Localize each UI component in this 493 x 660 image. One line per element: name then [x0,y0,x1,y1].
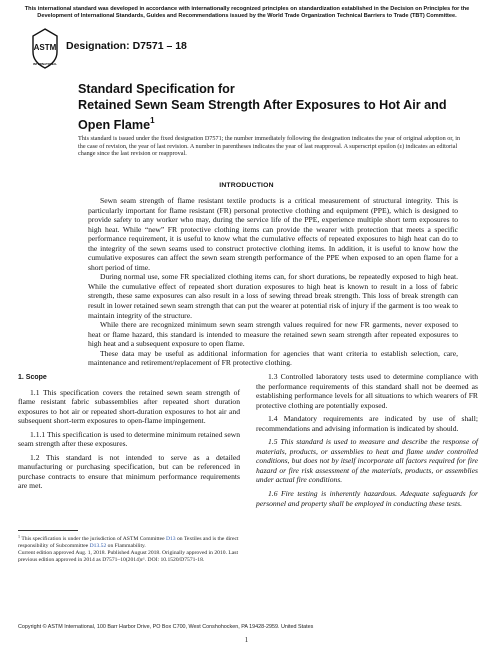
footnote-edition: Current edition approved Aug. 1, 2018. Published August 2018. Originally approved in 2010. Last previous edition approved in 2014 as D7571–10(2014)ε¹. DOI: 10.1520/D7571-18. [18,549,238,563]
title-footnote-mark: 1 [150,116,155,125]
intro-paragraph: Sewn seam strength of flame resistant textile products is a critical measurement of structural integrity. This is particularly important for flame resistant (FR) personal protective clothing and equipment (PPE), which is designed to provide safety to any worker who may, during the service life of the PPE, experience multiple short term exposures to high heat. While “new” FR protective clothing items can provide the wearer with protection that meets a specific performance requirement, it is useful to know what the cumulative effects of repeated exposures to high heat can do to the integrity of the sewn seams used to construct protective clothing items. In addition, it is useful to know how the cumulative exposures can affect the sewn seam strength performance of the PPE when exposed to an open flame for a short period of time. [88,196,458,272]
footnote [18,534,240,564]
scope-paragraph: 1.1 This specification covers the retained sewn seam strength of flame resistant fabric subassemblies after repeated short duration exposures to hot air or repeated short-duration exposures to hot air and subsequent short-term exposures to open-flame impingement. [18,387,240,426]
committee-link[interactable]: D13 [165,536,176,542]
scope-paragraph: 1.2 This standard is not intended to serve as a detailed manufacturing or purchasing specification, but can be referenced in purchase contracts to ensure that minimum performance requirements are met. [18,452,240,491]
scope-heading: 1. Scope [18,374,47,381]
introduction-body [88,196,458,368]
intro-paragraph: These data may be useful as additional information for agencies that want criteria to establish selection, care, maintenance and retirement/replacement of FR protective clothing. [88,348,458,368]
scope-paragraph: 1.3 Controlled laboratory tests used to determine compliance with the performance requirements of this standard shall not be deemed as establishing performance levels for all situations to which wearers of FR protective clothing are potentially exposed. [256,372,478,410]
scope-paragraph: 1.1.1 This specification is used to determine minimum retained sewn seam strength after these exposures. [18,429,240,449]
subcommittee-link[interactable]: D13.52 [89,542,107,549]
left-column [18,372,240,495]
scope-paragraph: 1.4 Mandatory requirements are indicated by use of shall; recommendations and advising information is indicated by should. [256,414,478,433]
scope-paragraph-italic: 1.5 This standard is used to measure and describe the response of materials, products, or assemblies to heat and flame under controlled conditions, but does not by itself incorporate all factors required for fire hazard or fire risk assessment of the materials, products, or assemblies under actual fire conditions. [256,437,478,485]
footnote-text: on Textiles and is the direct responsibility of Subcommittee [18,536,239,549]
designation-number: D7571 – 18 [132,40,187,52]
designation [66,40,187,52]
document-title [78,82,458,134]
footnote-text: This specification is under the jurisdiction of ASTM Committee [21,536,166,542]
right-column [256,372,478,512]
title-line1: Standard Specification for [78,82,235,96]
footnote-rule [18,530,78,531]
footnote-text: on Flammability. [106,542,146,549]
copyright-line: Copyright © ASTM International, 100 Barr Harbor Drive, PO Box C700, West Conshohocken, PA 19428-2959. United States [18,624,314,630]
logo-subtext: INTERNATIONAL [32,62,58,66]
designation-label: Designation: [66,40,130,52]
title-line2: Retained Sewn Seam Strength After Exposures to Hot Air and Open Flame [78,97,447,132]
footnote-mark: 1 [18,534,20,539]
page-number: 1 [244,636,249,644]
scope-paragraph-italic: 1.6 Fire testing is inherently hazardous. Adequate safeguards for personnel and property shall be employed in conducting these tests. [256,489,478,508]
intro-paragraph: During normal use, some FR specialized clothing items can, for short durations, be repeatedly exposed to high heat. While the cumulative effect of repeated short duration exposures to high heat is known to result in a loss of fabric strength, these same exposures can also result in a loss of sewing thread break strength. This loss of break strength can result in lower retained sewn seam strength that can put the wearer at potential risk of injury if the garment is too weak to maintain integrity of the structure. [88,272,458,320]
intro-paragraph: While there are recognized minimum sewn seam strength values required for new FR garments, never exposed to heat or flame hazard, this standard is intended to measure the retained sewn seam strength after repeated exposures to high heat and a subsequent exposure to open flame. [88,320,458,349]
logo-text: ASTM [33,43,57,52]
top-notice: This international standard was developed in accordance with internationally recognized principles on standardization established in the Decision on Principles for the Development of International Standards, Guides and Recommendations issued by the World Trade Organization Technical Barriers to Trade (TBT) Committee. [24,6,470,19]
astm-logo-icon [30,28,60,70]
introduction-heading: INTRODUCTION [219,182,274,189]
standard-note: This standard is issued under the fixed designation D7571; the number immediately following the designation indicates the year of original adoption or, in the case of revision, the year of last revision. A number in parentheses indicates the year of last reapproval. A superscript epsilon (ε) indicates an editorial change since the last revision or reapproval. [78,135,461,158]
